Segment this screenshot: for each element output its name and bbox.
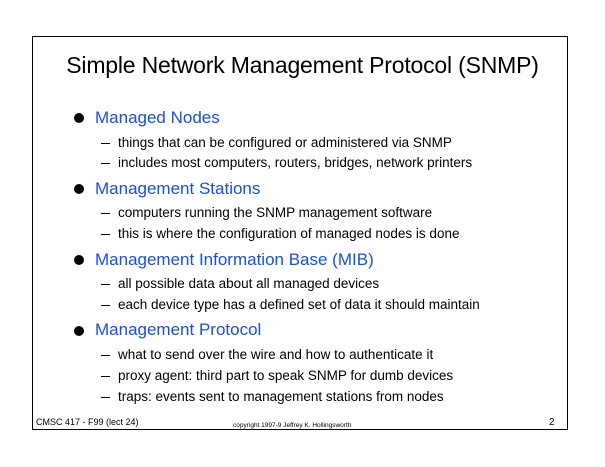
- sub-item: traps: events sent to management stations from nodes: [118, 389, 444, 404]
- dash-icon: [101, 355, 110, 356]
- slide-title: Simple Network Management Protocol (SNMP): [66, 52, 539, 78]
- section-heading-managed-nodes: Managed Nodes: [95, 108, 220, 127]
- dash-icon: [101, 397, 110, 398]
- footer-course: CMSC 417 - F99 (lect 24): [36, 417, 139, 427]
- section-heading-management-stations: Management Stations: [95, 179, 261, 198]
- dash-icon: [101, 163, 110, 164]
- dash-icon: [101, 213, 110, 214]
- bullet-dot-icon: [74, 326, 84, 336]
- section-heading-mib: Management Information Base (MIB): [95, 250, 374, 269]
- bullet-dot-icon: [74, 113, 84, 123]
- sub-item: each device type has a defined set of data it should maintain: [118, 297, 480, 312]
- bullet-dot-icon: [74, 255, 84, 265]
- section-heading-management-protocol: Management Protocol: [95, 320, 262, 339]
- footer-copyright: copyright 1997-9 Jeffrey K. Hollingsworth: [233, 422, 352, 429]
- dash-icon: [101, 305, 110, 306]
- sub-item: all possible data about all managed devices: [118, 276, 380, 291]
- dash-icon: [101, 143, 110, 144]
- sub-item: things that can be configured or administered via SNMP: [118, 135, 452, 150]
- sub-item: what to send over the wire and how to authenticate it: [118, 347, 434, 362]
- sub-item: proxy agent: third part to speak SNMP for dumb devices: [118, 368, 454, 383]
- dash-icon: [101, 376, 110, 377]
- dash-icon: [101, 284, 110, 285]
- sub-item: computers running the SNMP management software: [118, 205, 433, 220]
- bullet-dot-icon: [74, 184, 84, 194]
- page-number: 2: [549, 417, 555, 428]
- sub-item: includes most computers, routers, bridges, network printers: [118, 155, 473, 170]
- sub-item: this is where the configuration of managed nodes is done: [118, 226, 460, 241]
- dash-icon: [101, 234, 110, 235]
